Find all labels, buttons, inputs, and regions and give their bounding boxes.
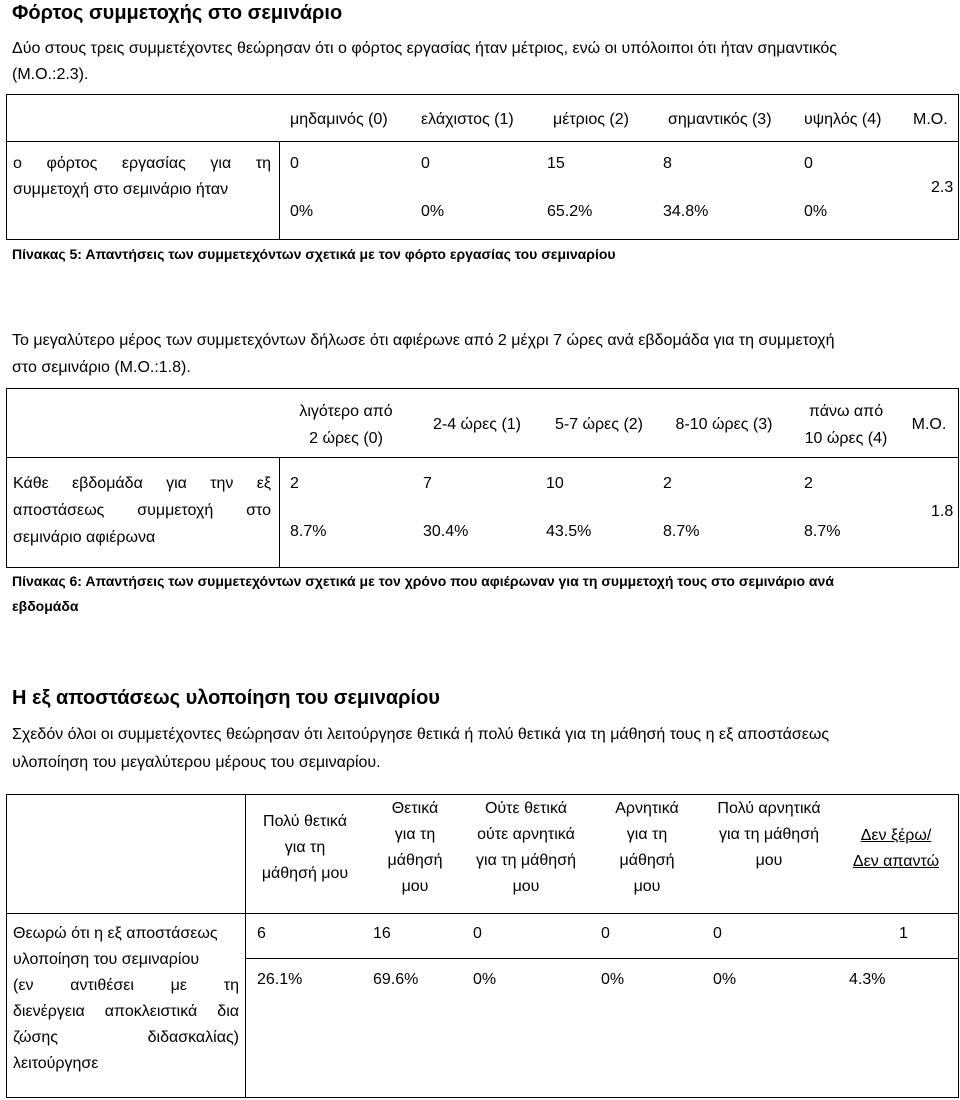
- table-cell-mean: 2.3: [931, 179, 954, 196]
- table-cell-percent: 4.3%: [849, 971, 886, 988]
- table-header-cell: 10 ώρες (4): [804, 430, 888, 447]
- table-cell-count: 15: [547, 155, 565, 172]
- table-row-label: Θεωρώ ότι η εξ αποστάσεως υλοποίηση του σεμιναρίου (εν αντιθέσει με τη διενέργεια αποκλειστικά δια ζώσης διδασκαλίας) λειτούργησε: [13, 925, 239, 1072]
- table-cell-count: 2: [804, 475, 813, 492]
- table-header-cell: 2-4 ώρες (1): [432, 416, 521, 433]
- table-workload: [6, 94, 959, 240]
- table-cell-count: 7: [423, 475, 432, 492]
- table-header-cell: 5-7 ώρες (2): [554, 416, 643, 433]
- table-header-cell: πάνω από: [808, 403, 884, 420]
- table-header-cell: μέτριος (2): [553, 111, 629, 128]
- table-row-label: ο φόρτος εργασίας για τη: [13, 155, 271, 172]
- section-heading-workload: Φόρτος συμμετοχής στο σεμινάριο: [12, 2, 343, 24]
- table-caption-5: Πίνακας 5: Απαντήσεις των συμμετεχόντων σχετικά με τον φόρτο εργασίας του σεμιναρίου: [12, 246, 616, 262]
- table-header-cell: Μ.Ο.: [913, 111, 948, 128]
- table-cell-count: 10: [546, 475, 564, 492]
- table-header-cell: λιγότερο από: [299, 403, 393, 420]
- table-cell-count: 2: [663, 475, 672, 492]
- paragraph-workload-line1: Δύο στους τρεις συμμετέχοντες θεώρησαν ότι ο φόρτος εργασίας ήταν μέτριος, ενώ οι υπόλοιποι ότι ήταν σημαντικός: [12, 40, 837, 57]
- table-cell-mean: 1.8: [931, 503, 954, 520]
- paragraph-hours-line2: στο σεμινάριο (Μ.Ο.:1.8).: [12, 359, 191, 376]
- table-header-cell: 2 ώρες (0): [309, 430, 383, 447]
- table-cell-count: 16: [373, 925, 391, 942]
- table-cell-percent: 8.7%: [290, 523, 327, 540]
- table-header-negative: Αρνητικά για τη μάθησή μου: [615, 800, 679, 895]
- table-cell-percent: 65.2%: [547, 203, 593, 220]
- table-cell-count: 2: [290, 475, 299, 492]
- table-row-label: συμμετοχή στο σεμινάριο ήταν: [13, 181, 229, 198]
- table-header-cell: ελάχιστος (1): [421, 111, 514, 128]
- table-cell-percent: 0%: [804, 203, 828, 220]
- table-cell-percent: 0%: [421, 203, 445, 220]
- table-caption-6-line2: εβδομάδα: [12, 598, 79, 614]
- table-header-cell: Μ.Ο.: [911, 416, 947, 433]
- table-cell-count: 0: [713, 925, 722, 942]
- table-cell-count: 0: [290, 155, 299, 172]
- table-header-neutral: Ούτε θετικά ούτε αρνητικά για τη μάθησή μου: [476, 800, 576, 895]
- table-header-positive: Θετικά για τη μάθησή μου: [387, 800, 443, 895]
- table-cell-percent: 0%: [713, 971, 737, 988]
- table-remote-delivery: [6, 794, 959, 1098]
- table-cell-percent: 0%: [290, 203, 314, 220]
- table-cell-percent: 8.7%: [804, 523, 841, 540]
- table-weekly-hours: [6, 388, 959, 568]
- table-cell-count: 0: [601, 925, 610, 942]
- table-cell-percent: 0%: [601, 971, 625, 988]
- table-header-cell: σημαντικός (3): [668, 111, 772, 128]
- table-cell-count: 0: [421, 155, 430, 172]
- table-header-cell: μηδαμινός (0): [290, 111, 388, 128]
- section-heading-remote: Η εξ αποστάσεως υλοποίηση του σεμιναρίου: [12, 687, 440, 709]
- table-cell-percent: 26.1%: [257, 971, 303, 988]
- table-cell-percent: 8.7%: [663, 523, 700, 540]
- paragraph-remote-line2: υλοποίηση του μεγαλύτερου μέρους του σεμιναρίου.: [12, 754, 381, 771]
- table-cell-percent: 30.4%: [423, 523, 469, 540]
- paragraph-workload-line2: (Μ.Ο.:2.3).: [12, 66, 89, 83]
- table-header-dont-know: Δεν ξέρω/ Δεν απαντώ: [852, 827, 940, 870]
- table-header-cell: υψηλός (4): [804, 111, 882, 128]
- table-row-label: Κάθε εβδομάδα για την εξ: [13, 475, 271, 492]
- paragraph-remote-line1: Σχεδόν όλοι οι συμμετέχοντες θεώρησαν ότι λειτούργησε θετικά ή πολύ θετικά για τη μάθησή τους η εξ αποστάσεως: [12, 726, 830, 743]
- table-header-very-negative: Πολύ αρνητικά για τη μάθησή μου: [717, 800, 821, 869]
- table-cell-percent: 69.6%: [373, 971, 419, 988]
- table-cell-count: 6: [257, 925, 266, 942]
- paragraph-hours-line1: Το μεγαλύτερο μέρος των συμμετεχόντων δήλωσε ότι αφιέρωνε από 2 μέχρι 7 ώρες ανά εβδομάδα για τη συμμετοχή: [12, 332, 835, 349]
- table-caption-6: Πίνακας 6: Απαντήσεις των συμμετεχόντων σχετικά με τον χρόνο που αφιέρωναν για τη συμμετοχή τους στο σεμινάριο ανά: [12, 573, 834, 589]
- table-header-very-positive: Πολύ θετικά για τη μάθησή μου: [261, 813, 349, 882]
- table-cell-count: 0: [804, 155, 813, 172]
- table-cell-percent: 0%: [473, 971, 497, 988]
- table-cell-percent: 43.5%: [546, 523, 592, 540]
- table-row-label: σεμινάριο αφιέρωνα: [13, 529, 156, 546]
- table-cell-count: 1: [899, 925, 908, 942]
- table-cell-percent: 34.8%: [663, 203, 709, 220]
- table-header-cell: 8-10 ώρες (3): [675, 416, 773, 433]
- table-cell-count: 0: [473, 925, 482, 942]
- table-row-label: αποστάσεως συμμετοχή στο: [13, 502, 271, 519]
- table-cell-count: 8: [663, 155, 672, 172]
